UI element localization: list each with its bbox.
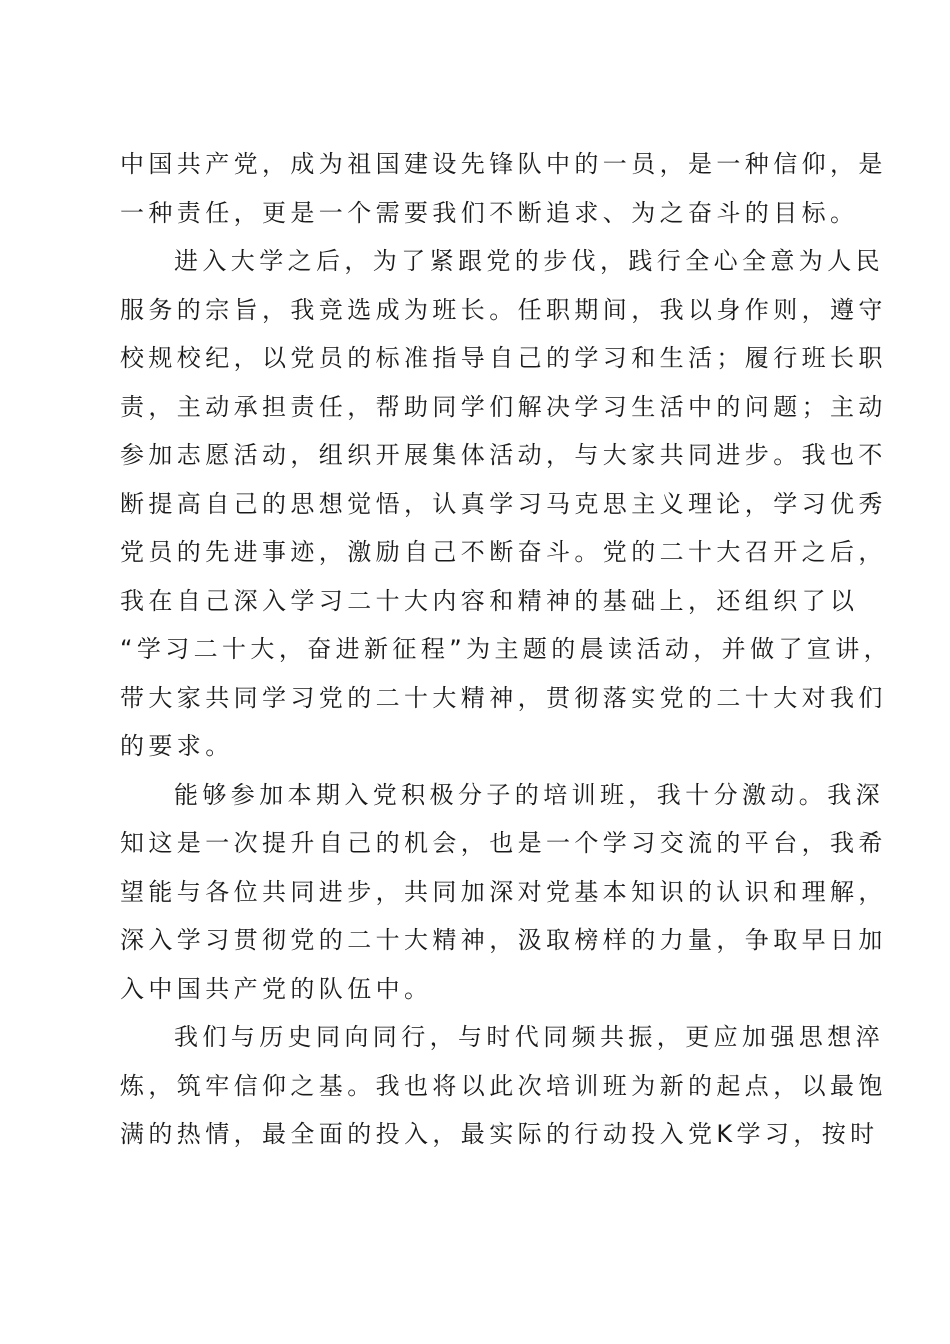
text-line-20: 炼，筑牢信仰之基。我也将以此次培训班为新的起点，以最饱 [120, 1071, 887, 1100]
text-line-12: 带大家共同学习党的二十大精神，贯彻落实党的二十大对我们 [120, 683, 887, 712]
document-body [120, 140, 893, 1159]
text-line-4: 服务的宗旨，我竞选成为班长。任职期间，我以身作则，遵守 [120, 295, 887, 324]
text-line-9: 党员的先进事迹，激励自己不断奋斗。党的二十大召开之后， [120, 538, 887, 566]
text-line-16: 望能与各位共同进步，共同加深对党基本知识的认识和理解， [120, 877, 887, 906]
text-line-7: 参加志愿活动，组织开展集体活动，与大家共同进步。我也不 [120, 441, 887, 469]
text-line-14: 能够参加本期入党积极分子的培训班，我十分激动。我深 [174, 780, 884, 809]
text-line-11: “学习二十大，奋进新征程”为主题的晨读活动，并做了宣讲， [120, 635, 893, 663]
text-line-8: 断提高自己的思想觉悟，认真学习马克思主义理论，学习优秀 [120, 489, 887, 518]
text-line-13: 的要求。 [120, 732, 234, 760]
text-line-3: 进入大学之后，为了紧跟党的步伐，践行全心全意为人民 [174, 247, 884, 275]
text-line-17: 深入学习贯彻党的二十大精神，汲取榜样的力量，争取早日加 [120, 926, 887, 954]
text-line-6: 责，主动承担责任，帮助同学们解决学习生活中的问题；主动 [120, 392, 887, 421]
text-line-15: 知这是一次提升自己的机会，也是一个学习交流的平台，我希 [120, 829, 887, 857]
text-line-2: 一种责任，更是一个需要我们不断追求、为之奋斗的目标。 [120, 198, 859, 227]
text-line-5: 校规校纪，以党员的标准指导自己的学习和生活；履行班长职 [120, 344, 887, 372]
text-line-1: 中国共产党，成为祖国建设先锋队中的一员，是一种信仰，是 [120, 150, 887, 178]
text-line-18: 入中国共产党的队伍中。 [120, 974, 433, 1003]
text-line-19: 我们与历史同向同行，与时代同频共振，更应加强思想淬 [174, 1023, 884, 1051]
text-line-21: 满的热情，最全面的投入，最实际的行动投入党K学习，按时 [120, 1120, 879, 1148]
text-line-10: 我在自己深入学习二十大内容和精神的基础上，还组织了以 [120, 586, 859, 615]
